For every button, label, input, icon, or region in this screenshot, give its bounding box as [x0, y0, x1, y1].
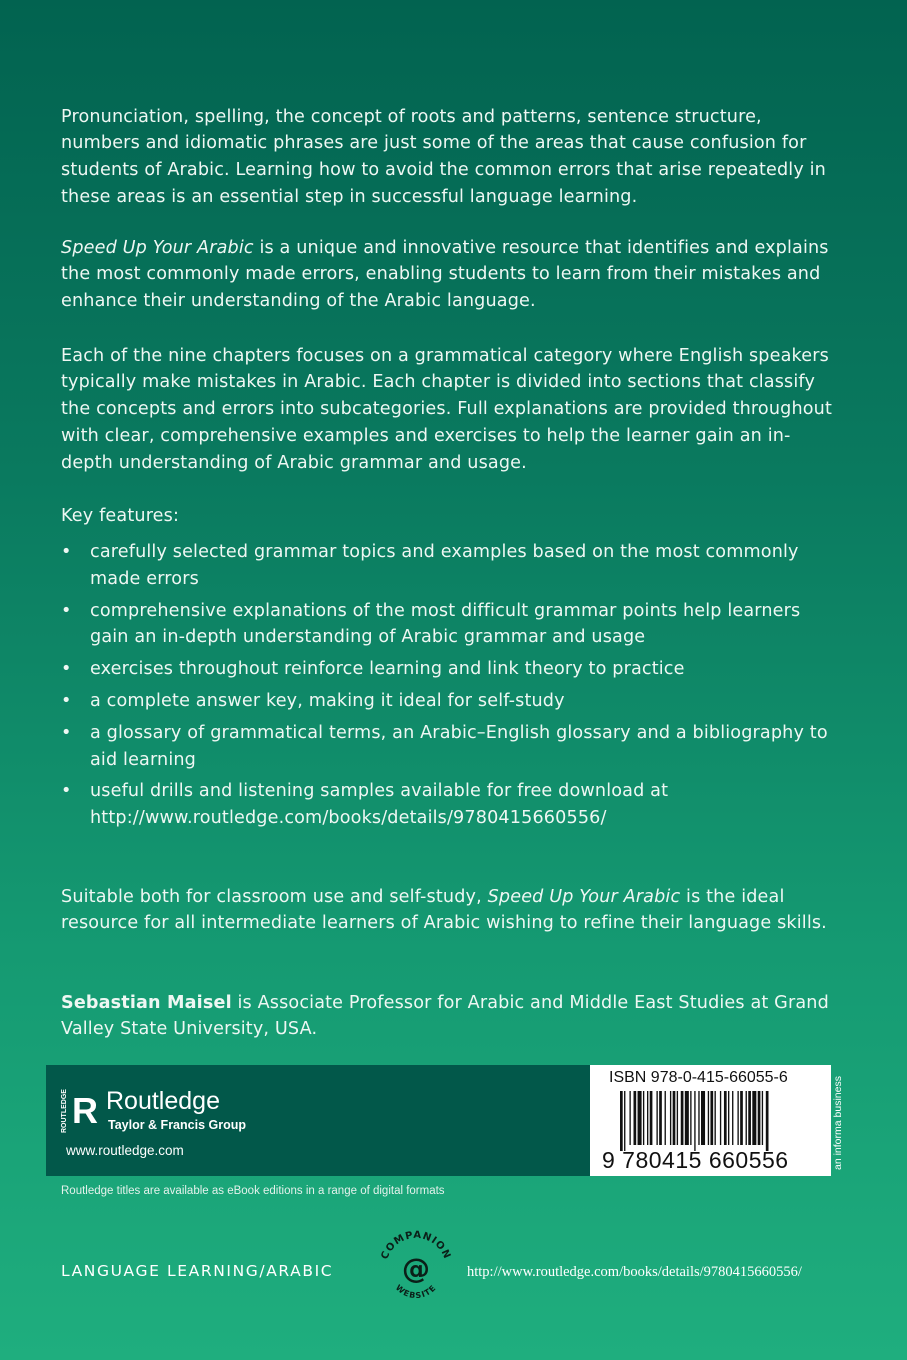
barcode-bar: [758, 1091, 761, 1145]
logo-letter: R: [72, 1090, 98, 1131]
barcode-bar: [728, 1091, 729, 1145]
barcode-bar: [715, 1091, 716, 1145]
subject-category: LANGUAGE LEARNING/ARABIC: [61, 1262, 334, 1280]
suitability-paragraph: [61, 884, 841, 938]
at-symbol: @: [402, 1252, 430, 1285]
barcode-bar: [650, 1091, 653, 1145]
feature-item: • comprehensive explanations of the most difficult grammar points help learners gain an in-depth understanding of Arabic grammar and usage: [61, 598, 841, 652]
barcode-bar: [656, 1091, 657, 1145]
barcode-bar: [677, 1091, 678, 1145]
informa-business-text: an informa business: [832, 1076, 844, 1170]
isbn-label: ISBN 978-0-415-66055-6: [609, 1069, 788, 1086]
barcode-bar: [720, 1091, 721, 1145]
barcode-bar: [762, 1091, 763, 1145]
barcode-bar: [634, 1091, 637, 1145]
companion-bottom-text: WEBSITE: [393, 1283, 439, 1301]
companion-website-badge-icon: [374, 1226, 458, 1310]
book-title-italic: Speed Up Your Arabic: [487, 886, 681, 907]
companion-top-text: COMPANION: [379, 1229, 453, 1262]
publisher-url[interactable]: www.routledge.com: [66, 1143, 184, 1158]
companion-url-link[interactable]: http://www.routledge.com/books/details/9780415660556/: [467, 1264, 802, 1280]
suitability-rest: is the ideal resource for all intermediate learners of Arabic wishing to refine their language skills.: [61, 886, 827, 934]
key-features-heading: Key features:: [61, 505, 180, 526]
barcode-digits: 9 780415 660556: [602, 1147, 789, 1173]
barcode-bar: [701, 1091, 705, 1145]
intro-paragraph: Pronunciation, spelling, the concept of roots and patterns, sentence structure, numbers and idiomatic phrases are just some of the areas that cause confusion for students of Arabic. Learning how to avoid the common errors that arise repeatedly in these areas is an essential step in successful language learning.: [61, 106, 826, 207]
barcode-bar: [748, 1091, 751, 1145]
routledge-logo-icon: [62, 1089, 98, 1135]
feature-item: • a complete answer key, making it ideal for self-study: [61, 688, 841, 715]
barcode-bar: [638, 1091, 642, 1145]
barcode-bar: [746, 1091, 747, 1145]
publisher-name: Routledge: [106, 1087, 220, 1115]
barcode-bar: [690, 1091, 691, 1145]
publisher-band: [46, 1065, 590, 1176]
svg-text:WEBSITE: [394, 1283, 438, 1300]
description-text: is a unique and innovative resource that identifies and explains the most commonly made errors, enabling students to learn from their mistakes and enhance their understanding of the Arabic language.: [61, 237, 829, 312]
barcode-bar: [752, 1091, 756, 1145]
suitability-start: Suitable both for classroom use and self-study,: [61, 886, 488, 907]
barcode-bar: [620, 1091, 623, 1151]
chapters-paragraph: Each of the nine chapters focuses on a grammatical category where English speakers typically make mistakes in Arabic. Each chapter is divided into sections that classify the concepts and errors into subcategories. Full explanations are provided throughout with clear, comprehensive examples and exercises to help the learner gain an in-depth understanding of Arabic grammar and usage.: [61, 345, 833, 473]
feature-item: • exercises throughout reinforce learning and link theory to practice: [61, 656, 841, 683]
barcode-bar: [724, 1091, 727, 1145]
barcode-bar: [766, 1091, 769, 1151]
barcode-bar: [698, 1091, 699, 1145]
barcode-bar: [647, 1091, 648, 1145]
barcode-bar: [732, 1091, 733, 1145]
publisher-group: Taylor & Francis Group: [108, 1118, 246, 1132]
author-bio: is Associate Professor for Arabic and Middle East Studies at Grand Valley State University, USA.: [61, 992, 829, 1040]
barcode-bar: [694, 1091, 695, 1151]
barcode-bar: [659, 1091, 662, 1145]
barcode-bar: [629, 1091, 630, 1145]
feature-item: • useful drills and listening samples available for free download at http://www.routledge.com/books/details/9780415660556/: [61, 778, 841, 832]
author-name: Sebastian Maisel: [61, 992, 232, 1013]
book-title-italic: Speed Up Your Arabic: [61, 237, 254, 258]
barcode-bar: [673, 1091, 676, 1145]
barcode-bar: [643, 1091, 644, 1145]
barcode-bar: [710, 1091, 713, 1145]
barcode-box: [590, 1065, 831, 1176]
barcode-bar: [624, 1091, 625, 1151]
features-list: [61, 539, 841, 837]
barcode-bar: [737, 1091, 738, 1145]
ebook-note: Routledge titles are available as eBook editions in a range of digital formats: [61, 1185, 445, 1197]
barcode-icon: [620, 1091, 810, 1151]
feature-item: • a glossary of grammatical terms, an Arabic–English glossary and a bibliography to aid learning: [61, 720, 841, 774]
feature-item: • carefully selected grammar topics and examples based on the most commonly made errors: [61, 539, 841, 593]
author-paragraph: [61, 990, 841, 1044]
logo-vertical-text: ROUTLEDGE: [61, 1089, 68, 1133]
barcode-bar: [681, 1091, 684, 1145]
barcode-bar: [685, 1091, 689, 1145]
description-paragraph: [61, 235, 841, 315]
barcode-bar: [665, 1091, 666, 1145]
barcode-bar: [670, 1091, 671, 1145]
barcode-bar: [740, 1091, 743, 1145]
barcode-bar: [708, 1091, 709, 1145]
